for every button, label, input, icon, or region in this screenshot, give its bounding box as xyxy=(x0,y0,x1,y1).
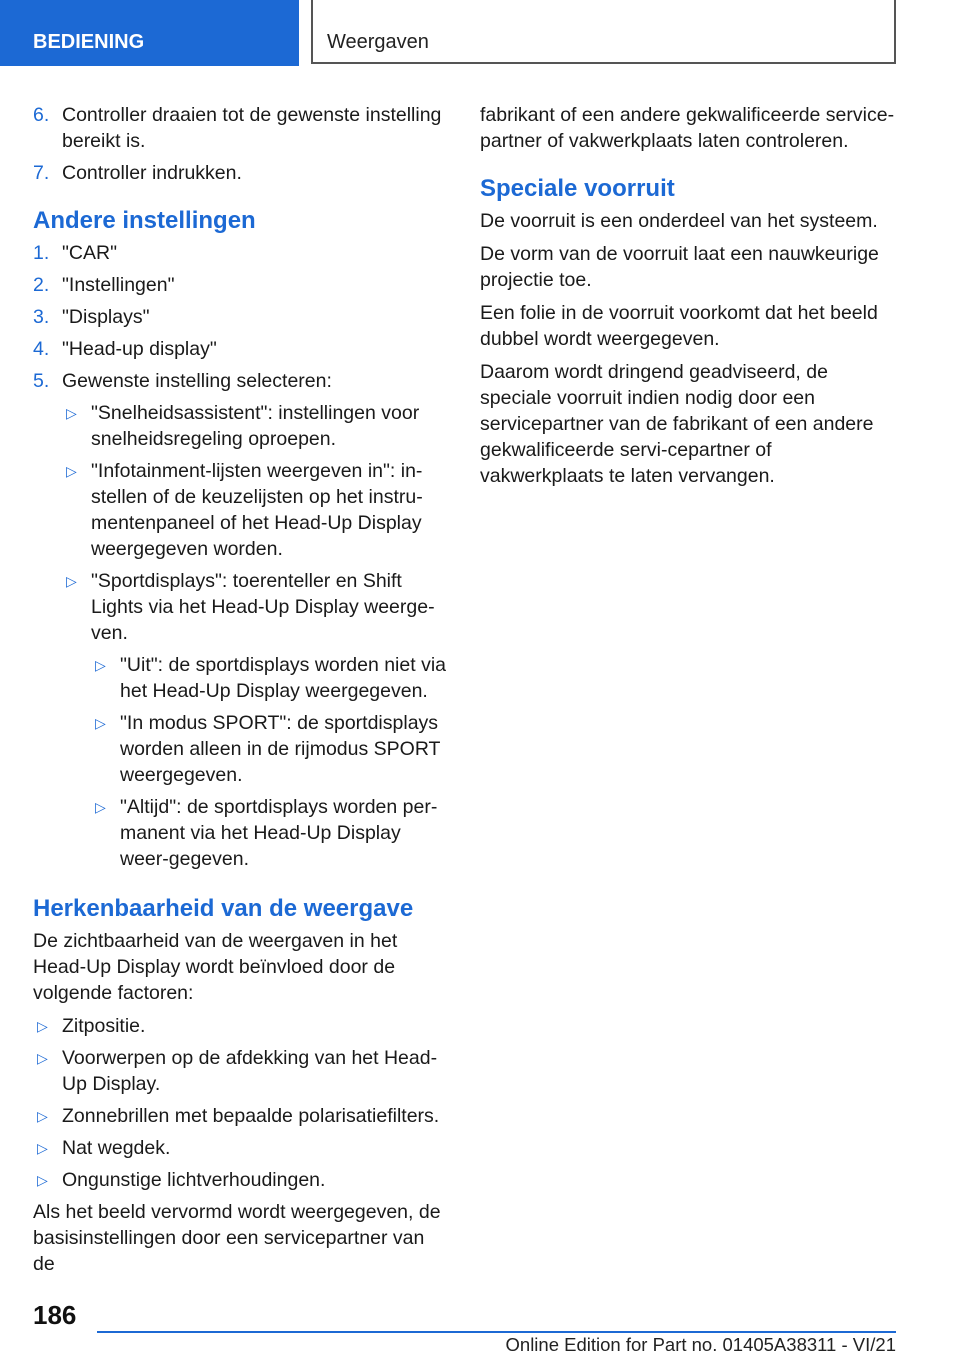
paragraph: De vorm van de voorruit laat een nauwkeurige projectie toe. xyxy=(480,243,879,291)
bullet-triangle-icon: ▷ xyxy=(37,1140,48,1156)
step-text: "Displays" xyxy=(62,306,150,328)
option-item xyxy=(62,458,449,562)
step-text: Controller draaien tot de gewenste instelling bereikt is. xyxy=(62,104,442,152)
step-number: 2. xyxy=(33,274,50,296)
heading-andere-instellingen: Andere instellingen xyxy=(33,207,256,234)
step-text: "Head-up display" xyxy=(62,338,217,360)
bullet-triangle-icon: ▷ xyxy=(37,1108,48,1124)
factor-text: Voorwerpen op de afdekking van het Head-Up Display. xyxy=(62,1047,438,1095)
factor-text: Ongunstige lichtverhoudingen. xyxy=(62,1169,326,1191)
option-text: "Sportdisplays": toerenteller en Shift Lights via het Head-Up Display weerge-ven. xyxy=(91,570,435,644)
chapter-tab: Weergaven xyxy=(311,0,896,64)
bullet-triangle-icon: ▷ xyxy=(66,463,77,479)
step-item xyxy=(33,368,449,394)
factor-text: Nat wegdek. xyxy=(62,1137,171,1159)
sport-option-item xyxy=(91,710,449,788)
step-text: Controller indrukken. xyxy=(62,162,242,184)
heading-herkenbaarheid: Herkenbaarheid van de weergave xyxy=(33,895,414,922)
step-number: 5. xyxy=(33,370,50,392)
step-text: "Instellingen" xyxy=(62,274,175,296)
right-column xyxy=(480,102,896,496)
option-item xyxy=(62,400,449,452)
paragraph: Daarom wordt dringend geadviseerd, de speciale voorruit indien nodig door een servicepartner van de fabrikant of een andere gekwalificeerde servi-cepartner of vakwerkplaats te laten vervangen. xyxy=(480,361,874,487)
section-tab: BEDIENING xyxy=(0,0,299,66)
factor-item xyxy=(33,1045,449,1097)
paragraph: Een folie in de voorruit voorkomt dat het beeld dubbel wordt weergegeven. xyxy=(480,302,878,350)
option-text: "Snelheidsassistent": instellingen voor snelheidsregeling oproepen. xyxy=(91,402,420,450)
sport-option-item xyxy=(91,794,449,872)
option-text: "Altijd": de sportdisplays worden per-manent via het Head-Up Display weer-gegeven. xyxy=(120,796,438,870)
option-text: "Uit": de sportdisplays worden niet via het Head-Up Display weergegeven. xyxy=(120,654,446,702)
sport-option-item xyxy=(91,652,449,704)
factor-item xyxy=(33,1167,449,1193)
factor-text: Zonnebrillen met bepaalde polarisatiefilters. xyxy=(62,1105,440,1127)
step-number: 1. xyxy=(33,242,50,264)
factor-item xyxy=(33,1013,449,1039)
step-item xyxy=(33,160,449,186)
continued-text: fabrikant of een andere gekwalificeerde service-partner of vakwerkplaats laten controleren. xyxy=(480,104,895,152)
bullet-triangle-icon: ▷ xyxy=(66,405,77,421)
step-number: 6. xyxy=(33,104,50,126)
step-item xyxy=(33,304,449,330)
bullet-triangle-icon: ▷ xyxy=(37,1018,48,1034)
heading-speciale-voorruit: Speciale voorruit xyxy=(480,175,675,202)
bullet-triangle-icon: ▷ xyxy=(37,1172,48,1188)
step-item xyxy=(33,240,449,266)
bullet-triangle-icon: ▷ xyxy=(95,715,106,731)
bullet-triangle-icon: ▷ xyxy=(66,573,77,589)
page-header xyxy=(0,0,960,66)
factor-item xyxy=(33,1135,449,1161)
herk-outro: Als het beeld vervormd wordt weergegeven, de basisinstellingen door een servicepartner van de xyxy=(33,1201,441,1275)
step-text: "CAR" xyxy=(62,242,118,264)
paragraph: De voorruit is een onderdeel van het systeem. xyxy=(480,210,878,232)
step-number: 7. xyxy=(33,162,50,184)
option-text: "In modus SPORT": de sportdisplays worden alleen in de rijmodus SPORT weergegeven. xyxy=(120,712,441,786)
left-column xyxy=(33,102,449,1284)
bullet-triangle-icon: ▷ xyxy=(37,1050,48,1066)
factor-text: Zitpositie. xyxy=(62,1015,146,1037)
page-number: 186 xyxy=(33,1300,77,1330)
option-item xyxy=(62,568,449,646)
step-item xyxy=(33,102,449,154)
step-item xyxy=(33,272,449,298)
bullet-triangle-icon: ▷ xyxy=(95,799,106,815)
factor-item xyxy=(33,1103,449,1129)
bullet-triangle-icon: ▷ xyxy=(95,657,106,673)
step-text: Gewenste instelling selecteren: xyxy=(62,370,332,392)
step-number: 4. xyxy=(33,338,50,360)
edition-text: Online Edition for Part no. 01405A38311 - VI/21 xyxy=(505,1334,896,1355)
option-text: "Infotainment-lijsten weergeven in": in-stellen of de keuzelijsten op het instru-mentenpaneel of het Head-Up Display weergegeven worden. xyxy=(91,460,423,560)
step-number: 3. xyxy=(33,306,50,328)
step-item xyxy=(33,336,449,362)
herk-intro: De zichtbaarheid van de weergaven in het Head-Up Display wordt beïnvloed door de volgende factoren: xyxy=(33,930,398,1004)
